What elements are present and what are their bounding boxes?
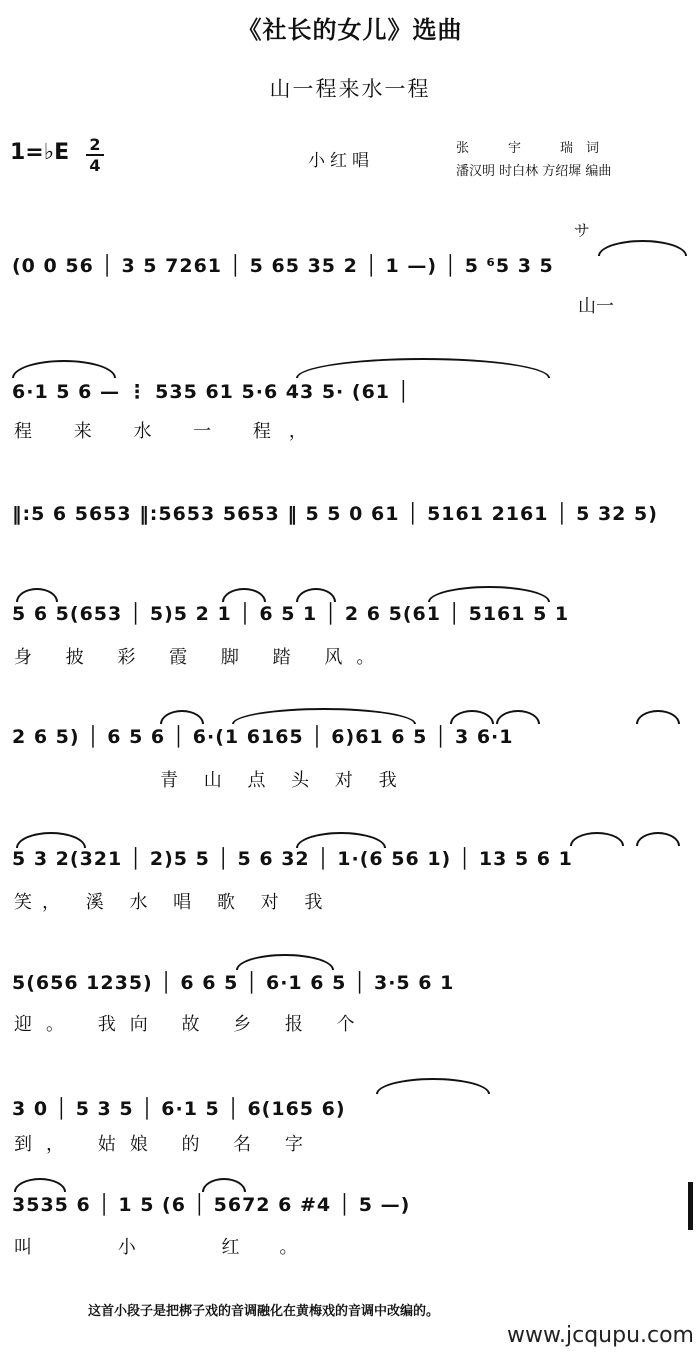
slur xyxy=(16,832,86,848)
slur xyxy=(450,710,494,724)
system-1-lyrics: 山一 xyxy=(578,296,614,317)
slur xyxy=(296,588,336,602)
system-2-lyrics: 程 来 水 一 程， xyxy=(14,421,325,442)
slur xyxy=(598,240,687,256)
system-6-lyrics: 笑， 溪 水 唱 歌 对 我 xyxy=(14,892,333,913)
score-title: 《社长的女儿》选曲 xyxy=(237,15,463,44)
slur xyxy=(636,710,680,724)
slur xyxy=(296,832,386,848)
time-signature xyxy=(86,136,104,174)
composer-credit: 潘汉明 时白林 方绍墀 编曲 xyxy=(456,164,612,179)
slur xyxy=(428,586,550,602)
system-4-notes: 5 6 5(653 │ 5)5 2 1 │ 6 5 1 │ 2 6 5(61 │ 5161 5 1 xyxy=(12,603,570,625)
singer-credit: 小红唱 xyxy=(308,151,374,171)
slur xyxy=(222,588,266,602)
time-signature-bottom: 4 xyxy=(89,156,101,175)
footnote: 这首小段子是把梆子戏的音调融化在黄梅戏的音调中改编的。 xyxy=(88,1304,440,1319)
system-8-lyrics: 到， 姑娘 的 名 字 xyxy=(14,1134,317,1155)
slur xyxy=(202,1178,246,1192)
system-9-lyrics: 叫 小 红。 xyxy=(14,1237,338,1258)
slur xyxy=(236,954,334,970)
system-1-notes: (0 0 56 │ 3 5 7261 │ 5 65 35 2 │ 1 —) │ 5 ⁶5 3 5 xyxy=(12,255,554,277)
system-8-notes: 3 0 │ 5 3 5 │ 6·1 5 │ 6(165 6) xyxy=(12,1098,346,1120)
slur xyxy=(232,708,416,724)
final-barline xyxy=(688,1182,693,1230)
time-signature-top: 2 xyxy=(89,135,101,154)
slur xyxy=(376,1078,490,1094)
sanban-mark: サ xyxy=(574,221,591,240)
system-2-notes: 6·1 5 6 — ⋮ 535 61 5·6 43 5· (61 │ xyxy=(12,381,411,403)
slur xyxy=(160,710,204,724)
system-3-notes: ‖:5 6 5653 ‖:5653 5653 ‖ 5 5 0 61 │ 5161 2161 │ 5 32 5) xyxy=(12,503,658,525)
system-6-notes: 5 3 2(321 │ 2)5 5 │ 5 6 32 │ 1·(6 56 1) │ 13 5 6 1 xyxy=(12,848,573,870)
watermark: www.jcqupu.com xyxy=(507,1323,694,1348)
slur xyxy=(570,832,624,846)
slur xyxy=(636,832,680,846)
lyricist-credit: 张 宇 瑞 词 xyxy=(456,141,600,156)
slur xyxy=(14,1178,66,1192)
key-signature: 1=♭E xyxy=(10,140,70,165)
song-subtitle: 山一程来水一程 xyxy=(269,77,431,101)
system-7-notes: 5(656 1235) │ 6 6 5 │ 6·1 6 5 │ 3·5 6 1 xyxy=(12,972,455,994)
system-9-notes: 3535 6 │ 1 5 (6 │ 5672 6 #4 │ 5 —) xyxy=(12,1194,411,1216)
slur xyxy=(296,358,550,378)
system-5-lyrics: 青 山 点 头 对 我 xyxy=(160,770,407,791)
slur xyxy=(12,360,116,378)
system-4-lyrics: 身 披 彩 霞 脚 踏 风。 xyxy=(14,647,389,668)
slur xyxy=(496,710,540,724)
system-7-lyrics: 迎。 我向 故 乡 报 个 xyxy=(14,1014,369,1035)
slur xyxy=(16,588,58,602)
system-5-notes: 2 6 5) │ 6 5 6 │ 6·(1 6165 │ 6)61 6 5 │ 3 6·1 xyxy=(12,726,514,748)
